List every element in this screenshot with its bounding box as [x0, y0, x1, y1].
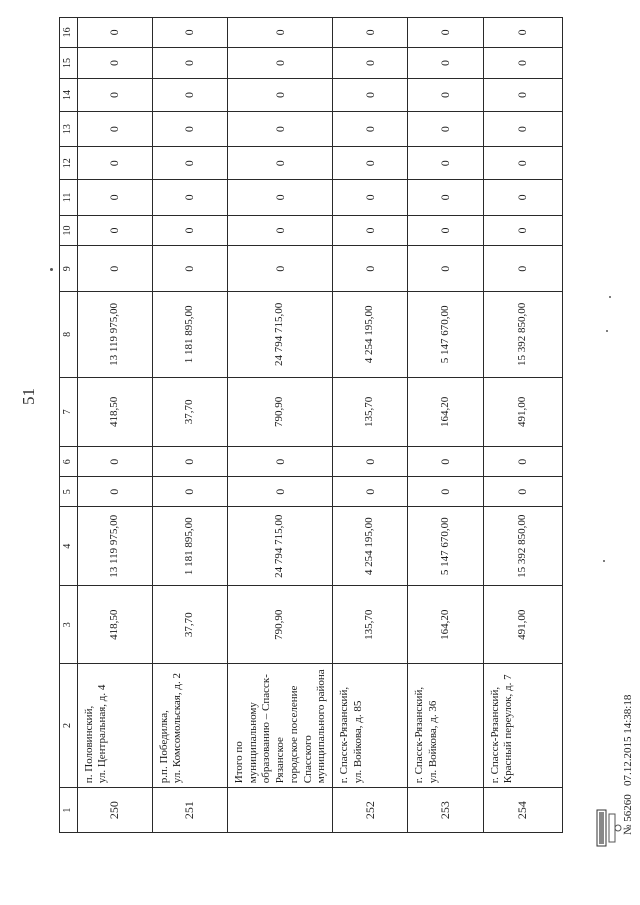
row-number	[227, 788, 332, 833]
value-cell-col-14: 0	[483, 79, 562, 112]
table-row	[483, 18, 562, 833]
value-cell-col-4: 4 254 195,00	[333, 507, 408, 586]
scan-speck	[50, 268, 53, 271]
value-cell-col-3: 790,90	[227, 586, 332, 663]
row-number: 253	[408, 788, 483, 833]
value-cell-col-15: 0	[152, 47, 227, 79]
value-cell-col-7: 790,90	[227, 377, 332, 446]
value-cell-col-10: 0	[77, 215, 152, 246]
column-number-row	[60, 18, 78, 833]
value-cell-col-13: 0	[483, 111, 562, 147]
value-cell-col-11: 0	[483, 180, 562, 216]
value-cell-col-7: 491,00	[483, 377, 562, 446]
value-cell-col-3: 418,50	[77, 586, 152, 663]
value-cell-col-4: 13 119 975,00	[77, 507, 152, 586]
registration-number: № 56260	[622, 794, 634, 835]
value-cell-col-8: 5 147 670,00	[408, 292, 483, 378]
column-number: 5	[60, 477, 78, 507]
value-cell-col-8: 24 794 715,00	[227, 292, 332, 378]
value-cell-col-9: 0	[333, 246, 408, 292]
row-number: 251	[152, 788, 227, 833]
value-cell-col-13: 0	[152, 111, 227, 147]
value-cell-col-15: 0	[408, 47, 483, 79]
address-cell	[333, 663, 408, 787]
row-number: 250	[77, 788, 152, 833]
value-cell-col-15: 0	[227, 47, 332, 79]
column-number: 14	[60, 79, 78, 112]
address-line: г. Спасск-Рязанский,	[413, 686, 426, 784]
registration-stamp	[622, 695, 634, 835]
value-cell-col-9: 0	[483, 246, 562, 292]
value-cell-col-3: 491,00	[483, 586, 562, 663]
value-cell-col-11: 0	[152, 180, 227, 216]
value-cell-col-10: 0	[152, 215, 227, 246]
value-cell-col-10: 0	[483, 215, 562, 246]
column-number: 1	[60, 788, 78, 833]
value-cell-col-7: 135,70	[333, 377, 408, 446]
value-cell-col-13: 0	[333, 111, 408, 147]
value-cell-col-14: 0	[333, 79, 408, 112]
value-cell-col-8: 13 119 975,00	[77, 292, 152, 378]
value-cell-col-13: 0	[408, 111, 483, 147]
column-number: 13	[60, 111, 78, 147]
value-cell-col-11: 0	[408, 180, 483, 216]
table-row	[152, 18, 227, 833]
value-cell-col-10: 0	[333, 215, 408, 246]
column-number: 4	[60, 507, 78, 586]
value-cell-col-4: 24 794 715,00	[227, 507, 332, 586]
column-number: 2	[60, 663, 78, 787]
rotated-document	[59, 17, 563, 833]
value-cell-col-11: 0	[77, 180, 152, 216]
address-line: ул. Войкова, д. 36	[427, 700, 440, 784]
value-cell-col-11: 0	[227, 180, 332, 216]
value-cell-col-7: 164,20	[408, 377, 483, 446]
value-cell-col-14: 0	[152, 79, 227, 112]
column-number: 9	[60, 246, 78, 292]
value-cell-col-5: 0	[333, 477, 408, 507]
value-cell-col-14: 0	[408, 79, 483, 112]
address-cell	[77, 663, 152, 787]
value-cell-col-13: 0	[77, 111, 152, 147]
value-cell-col-4: 15 392 850,00	[483, 507, 562, 586]
address-line: ул. Комсомольская, д. 2	[171, 673, 184, 784]
value-cell-col-5: 0	[408, 477, 483, 507]
address-cell	[152, 663, 227, 787]
value-cell-col-16: 0	[483, 18, 562, 48]
row-number: 252	[333, 788, 408, 833]
row-number: 254	[483, 788, 562, 833]
column-number: 16	[60, 18, 78, 48]
scan-speck	[603, 560, 605, 562]
value-cell-col-6: 0	[77, 446, 152, 477]
value-cell-col-16: 0	[77, 18, 152, 48]
value-cell-col-15: 0	[77, 47, 152, 79]
value-cell-col-5: 0	[77, 477, 152, 507]
value-cell-col-12: 0	[152, 147, 227, 180]
value-cell-col-5: 0	[152, 477, 227, 507]
value-cell-col-13: 0	[227, 111, 332, 147]
value-cell-col-8: 4 254 195,00	[333, 292, 408, 378]
value-cell-col-4: 1 181 895,00	[152, 507, 227, 586]
table-row	[333, 18, 408, 833]
value-cell-col-5: 0	[227, 477, 332, 507]
registration-datetime: 07.12.2015 14:38:18	[622, 694, 634, 786]
scan-speck	[609, 296, 611, 298]
address-line: Красный переулок, д. 7	[502, 674, 515, 784]
table-row	[227, 18, 332, 833]
value-cell-col-16: 0	[227, 18, 332, 48]
value-cell-col-10: 0	[408, 215, 483, 246]
address-cell	[227, 663, 332, 787]
value-cell-col-15: 0	[333, 47, 408, 79]
address-line: п. Половинский,	[82, 705, 95, 784]
value-cell-col-16: 0	[333, 18, 408, 48]
column-number: 8	[60, 292, 78, 378]
value-cell-col-6: 0	[483, 446, 562, 477]
value-cell-col-12: 0	[483, 147, 562, 180]
value-cell-col-4: 5 147 670,00	[408, 507, 483, 586]
value-cell-col-10: 0	[227, 215, 332, 246]
value-cell-col-3: 135,70	[333, 586, 408, 663]
value-cell-col-16: 0	[408, 18, 483, 48]
value-cell-col-16: 0	[152, 18, 227, 48]
value-cell-col-12: 0	[77, 147, 152, 180]
address-line: муниципального района	[315, 669, 328, 784]
value-cell-col-9: 0	[408, 246, 483, 292]
value-cell-col-11: 0	[333, 180, 408, 216]
value-cell-col-8: 1 181 895,00	[152, 292, 227, 378]
value-cell-col-6: 0	[333, 446, 408, 477]
value-cell-col-6: 0	[152, 446, 227, 477]
address-line: городское поселение Спасского	[287, 685, 314, 784]
value-cell-col-7: 37,70	[152, 377, 227, 446]
value-cell-col-6: 0	[227, 446, 332, 477]
value-cell-col-14: 0	[227, 79, 332, 112]
column-number: 11	[60, 180, 78, 216]
table-row	[408, 18, 483, 833]
address-cell	[483, 663, 562, 787]
column-number: 12	[60, 147, 78, 180]
value-cell-col-3: 37,70	[152, 586, 227, 663]
address-line: р.п. Победилка,	[157, 710, 170, 784]
table-row	[77, 18, 152, 833]
value-cell-col-8: 15 392 850,00	[483, 292, 562, 378]
page-number-mark: 51	[19, 388, 38, 405]
address-line: Итого по муниципальному	[232, 702, 259, 784]
column-number: 3	[60, 586, 78, 663]
value-cell-col-6: 0	[408, 446, 483, 477]
value-cell-col-9: 0	[77, 246, 152, 292]
scan-speck	[606, 330, 608, 332]
address-line: ул. Центральная, д. 4	[96, 684, 109, 784]
address-line: ул. Войкова, д. 85	[351, 700, 364, 784]
value-cell-col-12: 0	[227, 147, 332, 180]
column-number: 15	[60, 47, 78, 79]
address-cell	[408, 663, 483, 787]
value-cell-col-3: 164,20	[408, 586, 483, 663]
address-line: г. Спасск-Рязанский,	[338, 686, 351, 784]
column-number: 10	[60, 215, 78, 246]
housing-data-table	[59, 17, 563, 833]
address-line: г. Спасск-Рязанский,	[488, 686, 501, 784]
value-cell-col-5: 0	[483, 477, 562, 507]
value-cell-col-12: 0	[333, 147, 408, 180]
value-cell-col-14: 0	[77, 79, 152, 112]
value-cell-col-15: 0	[483, 47, 562, 79]
value-cell-col-12: 0	[408, 147, 483, 180]
value-cell-col-7: 418,50	[77, 377, 152, 446]
column-number: 7	[60, 377, 78, 446]
value-cell-col-9: 0	[227, 246, 332, 292]
value-cell-col-9: 0	[152, 246, 227, 292]
registry-seal-icon	[596, 808, 622, 848]
address-line: образованию – Спасск-Рязанское	[260, 674, 287, 784]
column-number: 6	[60, 446, 78, 477]
